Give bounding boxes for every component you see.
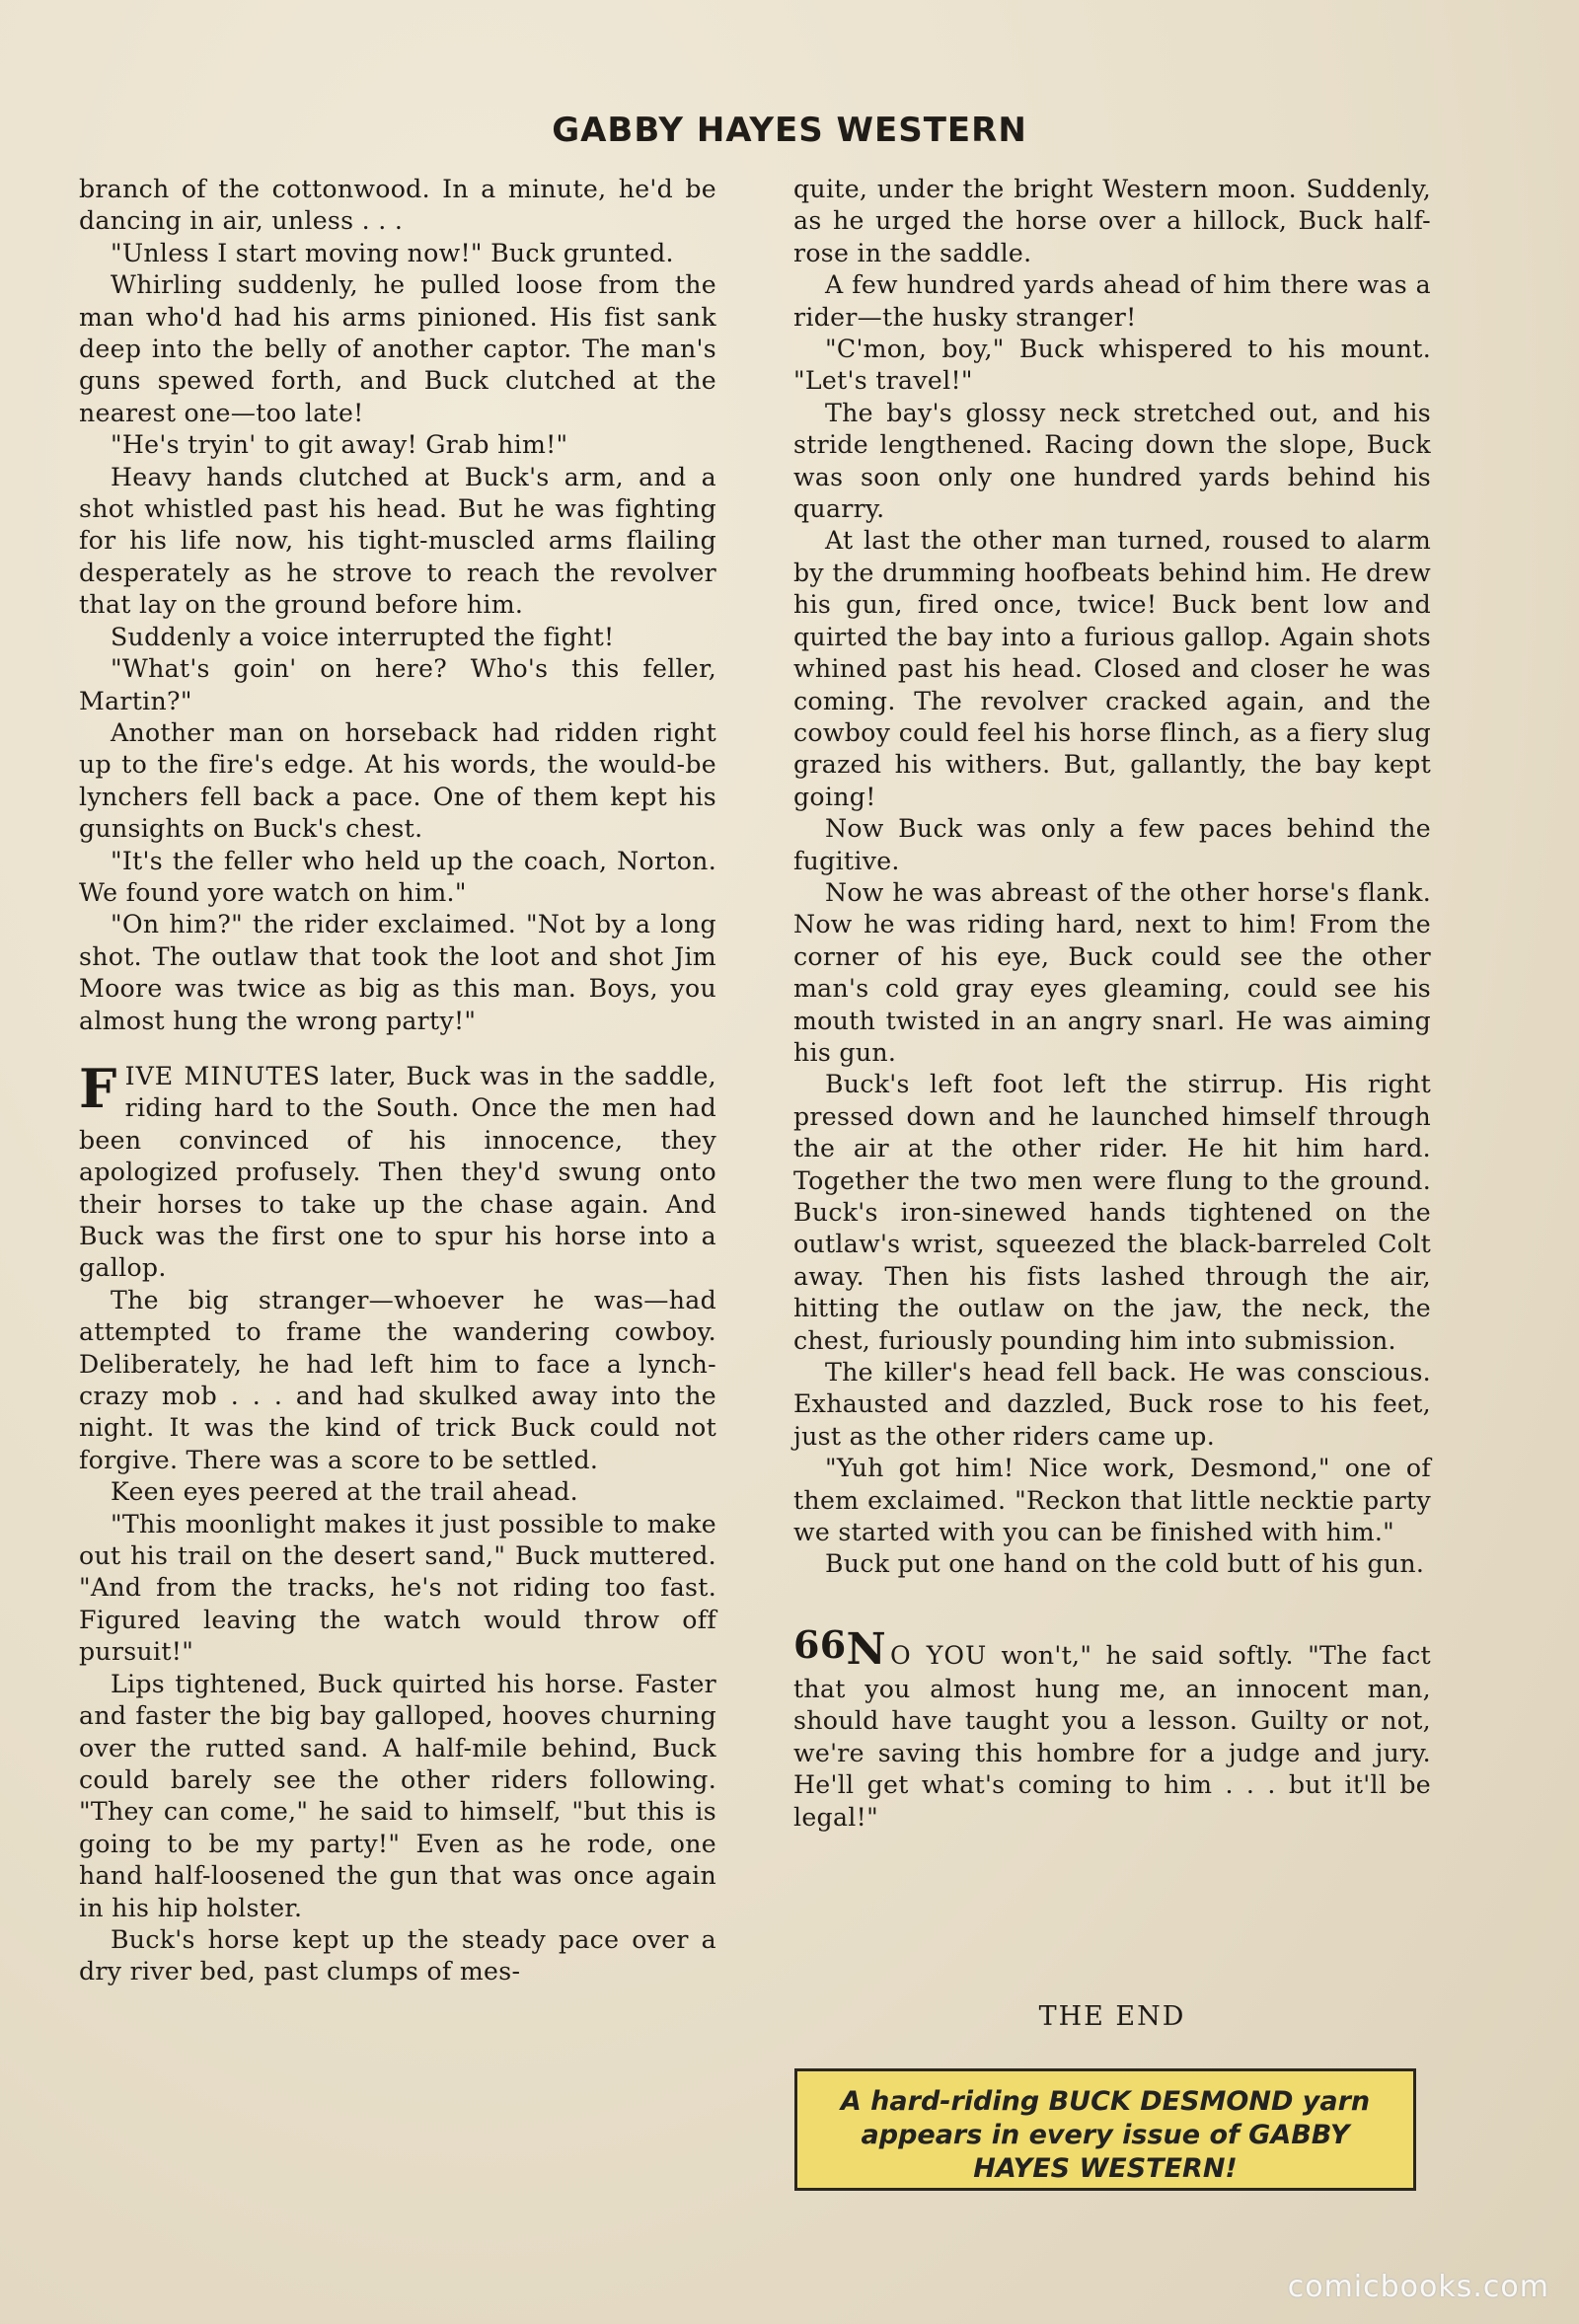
paragraph: quite, under the bright Western moon. Suddenly, as he urged the horse over a hillock, Buck half-rose in the saddle. (793, 175, 1431, 267)
paragraph: "Unless I start moving now!" Buck grunted. (111, 238, 674, 267)
paragraph: "Yuh got him! Nice work, Desmond," one of them exclaimed. "Reckon that little necktie party we started with you can be finished with him." (793, 1454, 1431, 1547)
paragraph: At last the other man turned, roused to alarm by the drumming hoofbeats behind him. He drew his gun, fired once, twice! Buck bent low and quirted the bay into a furious gallop. Again shots whined past his head. Closed and closer he was coming. The revolver cracked again, and the cowboy could feel his horse flinch, as a fiery slug grazed his withers. But, gallantly, the bay kept going! (793, 526, 1431, 811)
page-header: GABBY HAYES WESTERN (552, 111, 1027, 150)
paragraph: Keen eyes peered at the trail ahead. (111, 1477, 578, 1507)
paragraph: "This moonlight makes it just possible to make out his trail on the desert sand," Buck muttered. "And from the tracks, he's not riding too fast. Figured leaving the watch would throw off pursuit!" (79, 1509, 716, 1667)
the-end-label: THE END (1038, 2001, 1186, 2032)
paragraph: Now Buck was only a few paces behind the fugitive. (793, 814, 1431, 875)
paragraph: Lips tightened, Buck quirted his horse. Faster and faster the big bay galloped, hooves churning over the rutted sand. A half-mile behind, Buck could barely see the other riders following. "They can come," he said to himself, "but this is going to be my party!" Even as he rode, one hand half-loosened the gun that was once again in his hip holster. (79, 1669, 716, 1922)
drop-cap: N (846, 1623, 887, 1675)
paragraph: Another man on horseback had ridden right up to the fire's edge. At his words, the would-be lynchers fell back a pace. One of them kept his gunsights on Buck's chest. (79, 717, 716, 844)
paragraph-text: later, Buck was in the saddle, riding hard to the South. Once the men had been convinced of his innocence, they apologized profusely. Then they'd swung onto their horses to take up the chase again. And Buck was the first one to spur his horse into a gallop. (79, 1061, 716, 1283)
paragraph: "On him?" the rider exclaimed. "Not by a long shot. The outlaw that took the loot and shot Jim Moore was twice as big as this man. Boys, you almost hung the wrong party!" (79, 910, 716, 1035)
paragraph: A few hundred yards ahead of him there was a rider—the husky stranger! (793, 270, 1431, 332)
paragraph: "What's goin' on here? Who's this feller, Martin?" (79, 654, 716, 715)
left-column (79, 174, 716, 1988)
paragraph-text: won't," he said softly. "The fact that you almost hung me, an innocent man, should have taught you a lesson. Guilty or not, we're saving this hombre for a judge and jury. He'll get what's coming to him . . . but it'll be legal!" (793, 1640, 1431, 1832)
paragraph: Whirling suddenly, he pulled loose from the man who'd had his arms pinioned. His fist sank deep into the belly of another captor. The man's guns spewed forth, and Buck clutched at the nearest one—too late! (79, 270, 716, 427)
right-column (793, 174, 1431, 1834)
paragraph: "He's tryin' to git away! Grab him!" (111, 430, 568, 460)
section-opening-paragraph (79, 1056, 716, 1285)
drop-cap: F (79, 1056, 117, 1120)
lead-words: IVE MINUTES (124, 1061, 321, 1090)
open-quote-mark: 66 (793, 1621, 847, 1667)
paragraph: Suddenly a voice interrupted the fight! (111, 622, 615, 651)
paragraph: "It's the feller who held up the coach, Norton. We found yore watch on him." (79, 846, 716, 907)
paragraph: The killer's head fell back. He was conscious. Exhausted and dazzled, Buck rose to his feet, just as the other riders came up. (793, 1358, 1431, 1451)
watermark: comicbooks.com (1287, 2270, 1549, 2304)
paragraph: The big stranger—whoever he was—had attempted to frame the wandering cowboy. Deliberately, he had left him to face a lynch-crazy mob . . . and had skulked away into the night. It was the kind of trick Buck could not forgive. There was a score to be settled. (79, 1285, 716, 1474)
paragraph: branch of the cottonwood. In a minute, he'd be dancing in air, unless . . . (79, 175, 716, 236)
paragraph: Heavy hands clutched at Buck's arm, and a shot whistled past his head. But he was fighting for his life now, his tight-muscled arms flailing desperately as he strove to reach the revolver that lay on the ground before him. (79, 462, 716, 620)
paragraph: Now he was abreast of the other horse's flank. Now he was riding hard, next to him! From the corner of his eye, Buck could see the other man's cold gray eyes gleaming, could see his mouth twisted in an angry snarl. He was aiming his gun. (793, 877, 1431, 1067)
section-opening-paragraph (793, 1621, 1431, 1834)
promo-box: A hard-riding BUCK DESMOND yarn appears in every issue of GABBY HAYES WESTERN! (794, 2068, 1416, 2191)
lead-words: O YOU (890, 1640, 988, 1670)
paragraph: Buck put one hand on the cold butt of his gun. (825, 1549, 1425, 1579)
paragraph: The bay's glossy neck stretched out, and his stride lengthened. Racing down the slope, Buck was soon only one hundred yards behind his quarry. (793, 398, 1431, 524)
paragraph: Buck's horse kept up the steady pace over a dry river bed, past clumps of mes- (79, 1924, 716, 1987)
paragraph: Buck's left foot left the stirrup. His right pressed down and he launched himself through the air at the other rider. He hit him hard. Together the two men were flung to the ground. Buck's iron-sinewed hands tightened on the outlaw's wrist, squeezed the black-barreled Colt away. Then his fists lashed through the air, hitting the outlaw on the jaw, the neck, the chest, furiously pounding him into submission. (793, 1070, 1431, 1355)
paragraph: "C'mon, boy," Buck whispered to his mount. "Let's travel!" (793, 335, 1431, 396)
